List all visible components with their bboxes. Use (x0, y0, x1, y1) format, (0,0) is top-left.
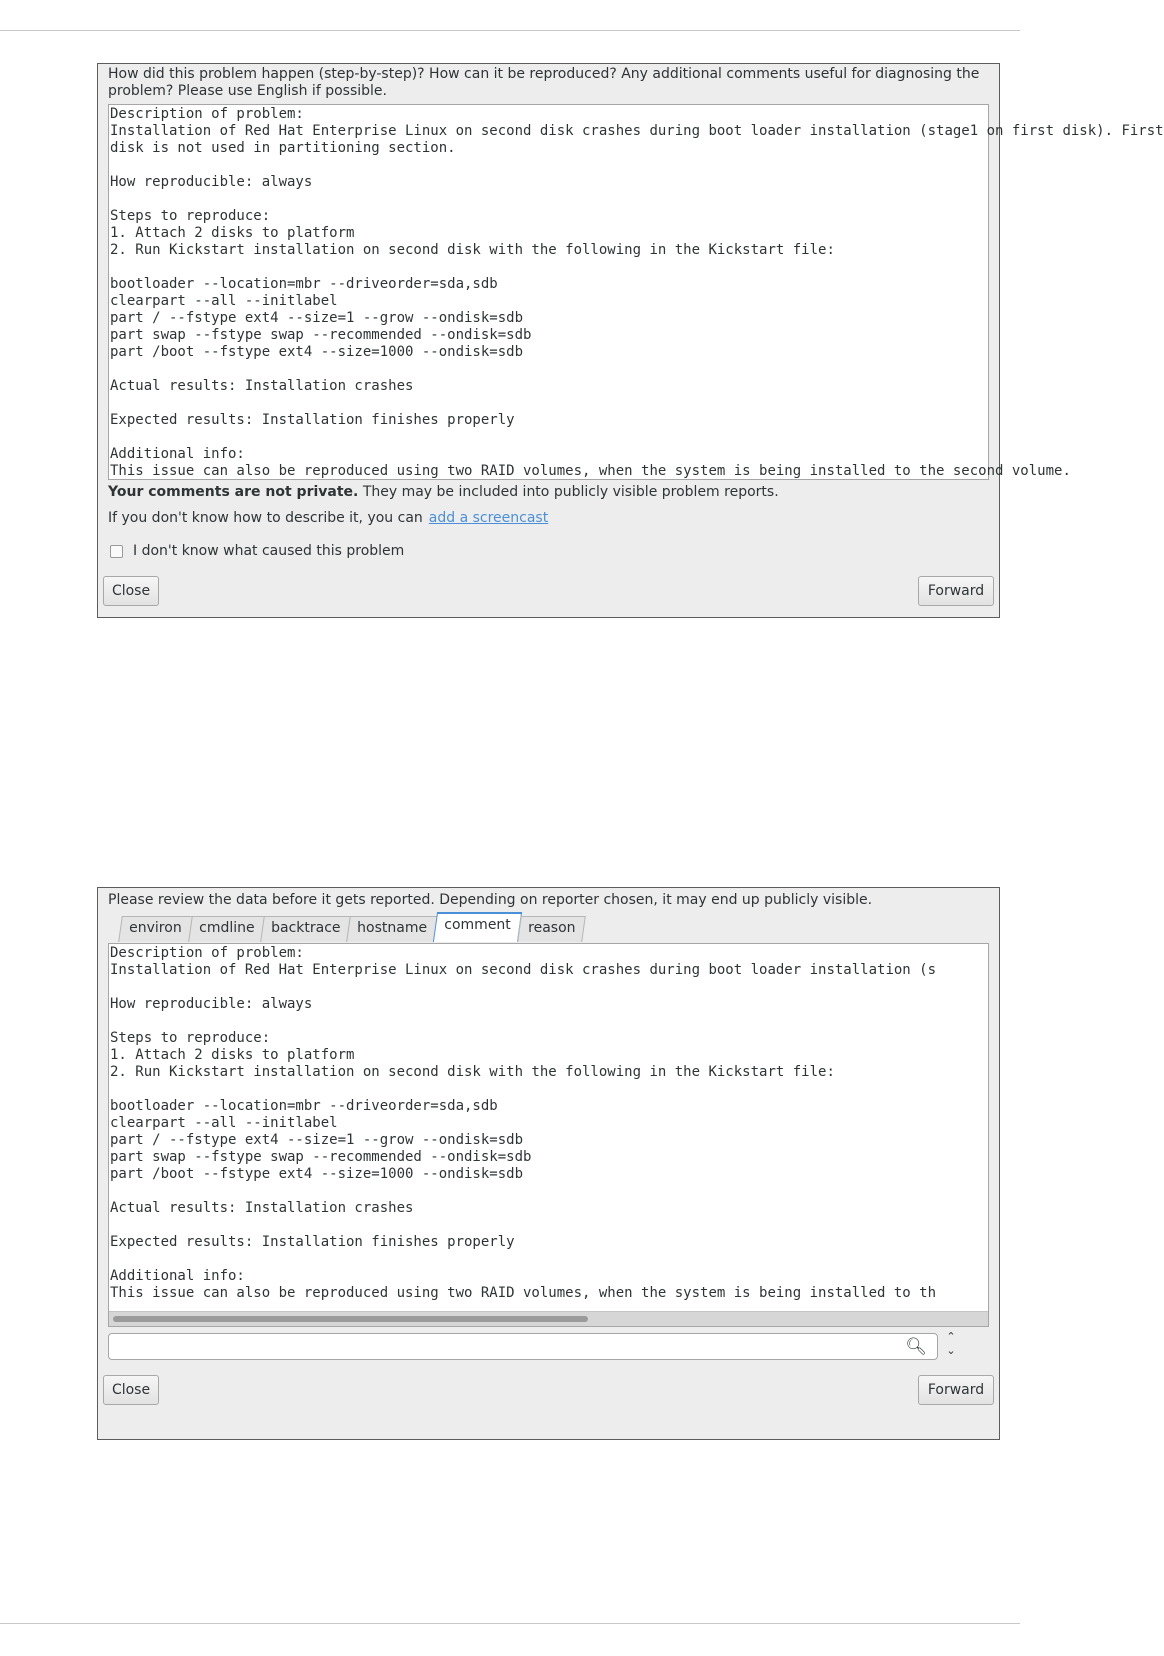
add-screencast-link[interactable]: add a screencast (428, 510, 549, 526)
description-textarea[interactable] (108, 104, 1164, 480)
tab-environ[interactable]: environ (118, 916, 192, 942)
dialog-prompt: How did this problem happen (step-by-step)? How can it be reproduced? Any additional comments useful for diagnosing the problem? Please use English if possible. (108, 66, 980, 99)
close-button[interactable]: Close (103, 576, 159, 606)
privacy-notice-rest: They may be included into publicly visible problem reports. (362, 484, 779, 500)
comment-view[interactable] (108, 943, 989, 1327)
scrollbar-thumb[interactable] (113, 1316, 588, 1322)
chevron-down-icon[interactable]: ⌄ (946, 1344, 956, 1357)
bottom-rule (0, 1623, 1020, 1624)
top-rule (0, 30, 1020, 31)
search-input[interactable] (108, 1333, 938, 1360)
horizontal-scrollbar[interactable] (109, 1311, 988, 1326)
chevron-up-icon[interactable]: ⌃ (946, 1330, 956, 1343)
search-icon[interactable]: 🔍︎ (905, 1337, 927, 1357)
forward-button[interactable]: Forward (918, 1375, 994, 1405)
tab-reason[interactable]: reason (517, 916, 586, 942)
tab-backtrace[interactable]: backtrace (260, 916, 351, 942)
tab-cmdline[interactable]: cmdline (188, 916, 265, 942)
privacy-notice-bold: Your comments are not private. (108, 484, 359, 500)
tab-comment[interactable]: comment (433, 912, 522, 942)
description-text[interactable]: Description of problem: Installation of Red Hat Enterprise Linux on second disk crashes during boot loader installation (stage1 on first disk). First disk is not used in partitioning section. How reproducible: always Steps to reproduce: 1. Attach 2 disks to platform 2. Run Kickstart installation on second disk with the following in the Kickstart file: bootloader --location=mbr --driveorder=sda,sdb clearpart --all --initlabel part / --fstype ext4 --size=1 --grow --ondisk=sdb part swap --fstype swap --recommended --ondisk=sdb part /boot --fstype ext4 --size=1000 --ondisk=sdb Actual results: Installation crashes Expected results: Installation finishes properly Additional info: This issue can also be reproduced using two RAID volumes, when the system is being installed to the second volume. (110, 106, 1164, 479)
howto-line (108, 510, 548, 526)
tab-hostname[interactable]: hostname (347, 916, 439, 942)
describe-problem-dialog (97, 63, 1164, 618)
close-button[interactable]: Close (103, 1375, 159, 1405)
search-spin-buttons[interactable] (944, 1330, 958, 1358)
dialog-prompt: Please review the data before it gets reported. Depending on reporter chosen, it may end up publicly visible. (108, 892, 873, 908)
forward-button[interactable]: Forward (918, 576, 994, 606)
privacy-notice (108, 484, 779, 500)
unknown-cause-label[interactable]: I don't know what caused this problem (133, 543, 405, 559)
unknown-cause-row[interactable] (110, 543, 404, 559)
review-data-dialog (97, 887, 1000, 1440)
data-tabs (120, 916, 583, 942)
howto-text: If you don't know how to describe it, you can (108, 510, 423, 526)
unknown-cause-checkbox[interactable] (110, 545, 123, 558)
comment-text[interactable]: Description of problem: Installation of Red Hat Enterprise Linux on second disk crashes during boot loader installation (s How reproducible: always Steps to reproduce: 1. Attach 2 disks to platform 2. Run Kickstart installation on second disk with the following in the Kickstart file: bootloader --location=mbr --driveorder=sda,sdb clearpart --all --initlabel part / --fstype ext4 --size=1 --grow --ondisk=sdb part swap --fstype swap --recommended --ondisk=sdb part /boot --fstype ext4 --size=1000 --ondisk=sdb Actual results: Installation crashes Expected results: Installation finishes properly Additional info: This issue can also be reproduced using two RAID volumes, when the system is being installed to th (110, 945, 937, 1301)
